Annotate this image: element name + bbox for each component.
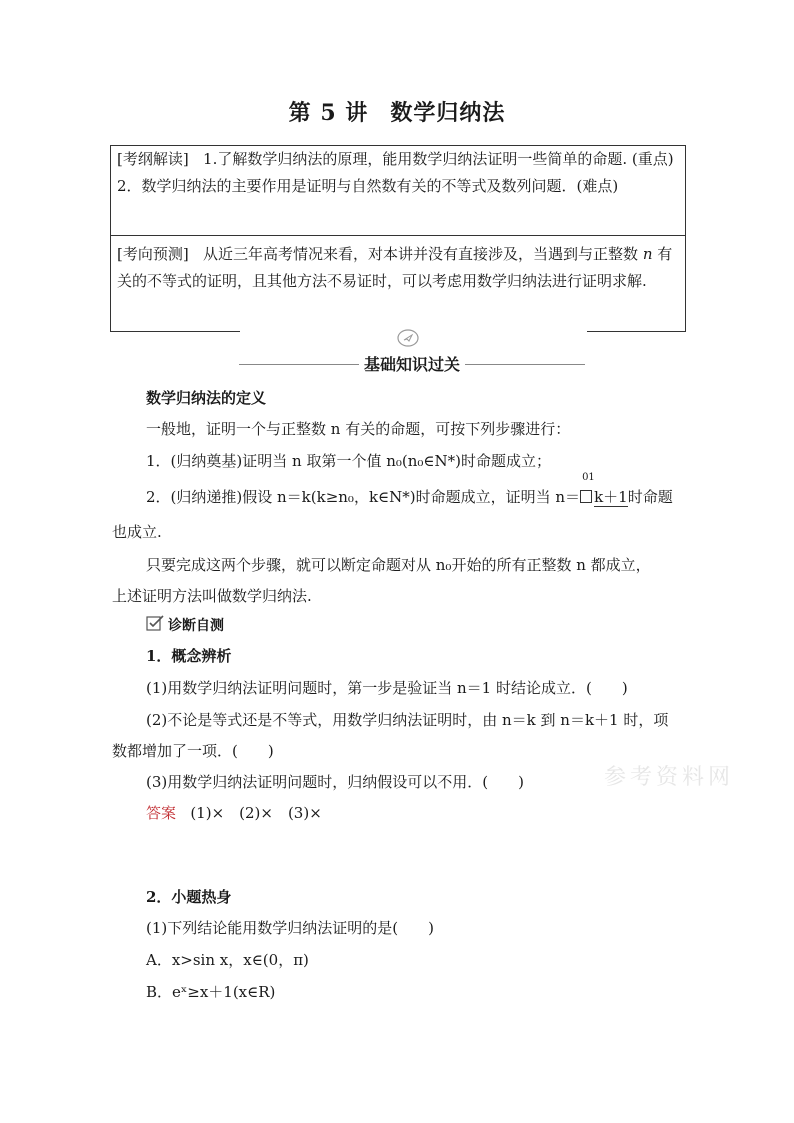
blank-answer: k＋1 [594, 488, 628, 506]
watermark: 参考资料网 [604, 765, 735, 790]
lesson-number: 第 5 讲 [288, 100, 369, 126]
q1-item-1: (1)用数学归纳法证明问题时，第一步是验证当 n＝1 时结论成立．( ) [146, 679, 628, 697]
q2-stem: (1)下列结论能用数学归纳法证明的是( ) [146, 919, 434, 937]
definition-intro: 一般地，证明一个与正整数 n 有关的命题，可按下列步骤进行： [146, 420, 571, 438]
section-header [239, 352, 585, 374]
forecast-text-a: 从近三年高考情况来看，对本讲并没有直接涉及，当遇到与正整数 [203, 245, 639, 263]
q2-option-a: A．x>sin x，x∈(0，π) [146, 951, 309, 969]
syllabus-tag: [考纲解读] [117, 150, 189, 168]
step2-text-a: 2．(归纳递推)假设 n＝k(k≥n₀，k∈N*)时命题成立，证明当 n＝ [146, 488, 581, 506]
step2-text-b: 时命题 [627, 488, 673, 506]
diagnosis-text: 诊断自测 [168, 618, 224, 634]
definition-heading: 数学归纳法的定义 [146, 389, 267, 407]
forecast-text-b: 有关的不等式的证明，且其他方法不易证时，可以考虑用数学归纳法进行证明求解. [117, 245, 673, 290]
outline-divider [111, 235, 685, 236]
blank-box [580, 490, 592, 503]
fill-blank [580, 472, 628, 507]
q1-item-3: (3)用数学归纳法证明问题时，归纳假设可以不用．( ) [146, 773, 524, 791]
q1-item-2b: 数都增加了一项．( ) [112, 742, 274, 760]
outline-syllabus [117, 146, 677, 200]
q1-item-2a: (2)不论是等式还是不等式，用数学归纳法证明时，由 n＝k 到 n＝k＋1 时，项 [146, 711, 669, 729]
definition-step-2-cont: 也成立. [112, 523, 162, 541]
checkmark-pencil-icon [146, 614, 166, 632]
q1-answer [146, 802, 322, 823]
definition-conclusion-a: 只要完成这两个步骤，就可以断定命题对从 n₀开始的所有正整数 n 都成立， [146, 556, 651, 574]
section-rule-right [465, 364, 585, 365]
q2-option-b: B．eˣ≥x＋1(x∈R) [146, 983, 276, 1001]
answer-label: 答案 [146, 804, 177, 822]
forecast-var: n [642, 245, 653, 263]
q1-heading: 1．概念辨析 [146, 647, 232, 665]
outline-forecast [117, 241, 677, 295]
definition-step-2 [146, 472, 673, 507]
section-emblem-icon [396, 329, 420, 347]
definition-step-1: 1．(归纳奠基)证明当 n 取第一个值 n₀(n₀∈N*)时命题成立； [146, 452, 551, 470]
lesson-title: 数学归纳法 [390, 100, 506, 126]
syllabus-point-2: 2．数学归纳法的主要作用是证明与自然数有关的不等式及数列问题．(难点) [117, 177, 619, 195]
syllabus-point-1: 1.了解数学归纳法的原理，能用数学归纳法证明一些简单的命题. (重点) [203, 150, 674, 168]
page-title [0, 96, 794, 127]
q2-heading: 2．小题热身 [146, 888, 232, 906]
outline-bottom-left-rule [110, 331, 240, 332]
outline-bottom-right-rule [587, 331, 686, 332]
forecast-tag: [考向预测] [117, 245, 189, 263]
definition-conclusion-b: 上述证明方法叫做数学归纳法. [112, 587, 312, 605]
outline-box [110, 145, 686, 332]
section-title: 基础知识过关 [363, 355, 460, 374]
blank-number: 01 [582, 472, 595, 483]
answer-text: (1)× (2)× (3)× [190, 804, 322, 822]
